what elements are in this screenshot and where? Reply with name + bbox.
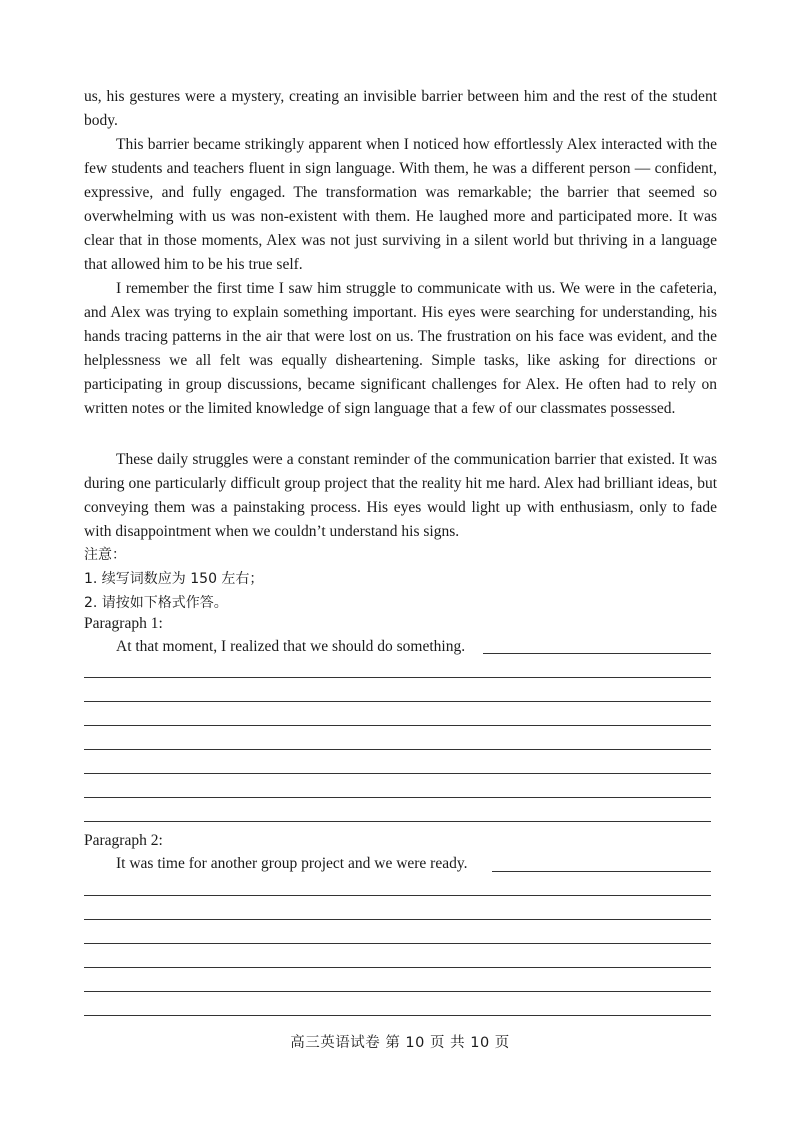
answer-line[interactable]: [84, 797, 711, 798]
paragraph-2-label: Paragraph 2:: [84, 832, 163, 849]
answer-line[interactable]: [84, 919, 711, 920]
page-footer: 高三英语试卷 第 10 页 共 10 页: [290, 1035, 510, 1051]
answer-line[interactable]: [84, 895, 711, 896]
answer-line[interactable]: [84, 821, 711, 822]
passage-paragraph-2: I remember the first time I saw him struggle to communicate with us. We were in the cafeteria, and Alex was trying to explain something important. His eyes were searching for understanding, his hands tracing patterns in the air that were lost on us. The frustration on his face was evident, and the helplessness we all felt was equally disheartening. Simple tasks, like asking for directions or participating in group discussions, became significant challenges for Alex. He often had to rely on written notes or the limited knowledge of sign language that a few of our classmates possessed.: [84, 280, 717, 417]
notes-heading: 注意：: [84, 547, 126, 563]
notes-item-1: 1. 续写词数应为 150 左右；: [84, 571, 264, 587]
answer-line[interactable]: [483, 653, 711, 654]
passage-paragraph-3: These daily struggles were a constant reminder of the communication barrier that existed. It was during one particularly difficult group project that the reality hit me hard. Alex had brilliant ideas, but conveying them was a painstaking process. His eyes would light up with enthusiasm, only to fade with disappointment when we couldn’t understand his signs.: [84, 451, 717, 540]
answer-line[interactable]: [84, 773, 711, 774]
paragraph-2-opening: It was time for another group project and we were ready.: [116, 855, 468, 872]
answer-line[interactable]: [84, 749, 711, 750]
answer-line[interactable]: [84, 677, 711, 678]
answer-line[interactable]: [84, 967, 711, 968]
answer-line[interactable]: [492, 871, 711, 872]
answer-line[interactable]: [84, 725, 711, 726]
answer-line[interactable]: [84, 1015, 711, 1016]
answer-line[interactable]: [84, 701, 711, 702]
paragraph-1-opening: At that moment, I realized that we should do something.: [116, 638, 466, 655]
passage-paragraph-0: us, his gestures were a mystery, creating an invisible barrier between him and the rest of the student body.: [84, 88, 717, 129]
answer-line[interactable]: [84, 943, 711, 944]
paragraph-1-label: Paragraph 1:: [84, 615, 163, 632]
passage-paragraph-1: This barrier became strikingly apparent when I noticed how effortlessly Alex interacted with the few students and teachers fluent in sign language. With them, he was a different person — confident, expressive, and fully engaged. The transformation was remarkable; the barrier that seemed so overwhelming with us was non-existent with them. He laughed more and participated more. It was clear that in those moments, Alex was not just surviving in a silent world but thriving in a language that allowed him to be his true self.: [84, 136, 717, 273]
notes-item-2: 2. 请按如下格式作答。: [84, 595, 228, 611]
answer-line[interactable]: [84, 991, 711, 992]
